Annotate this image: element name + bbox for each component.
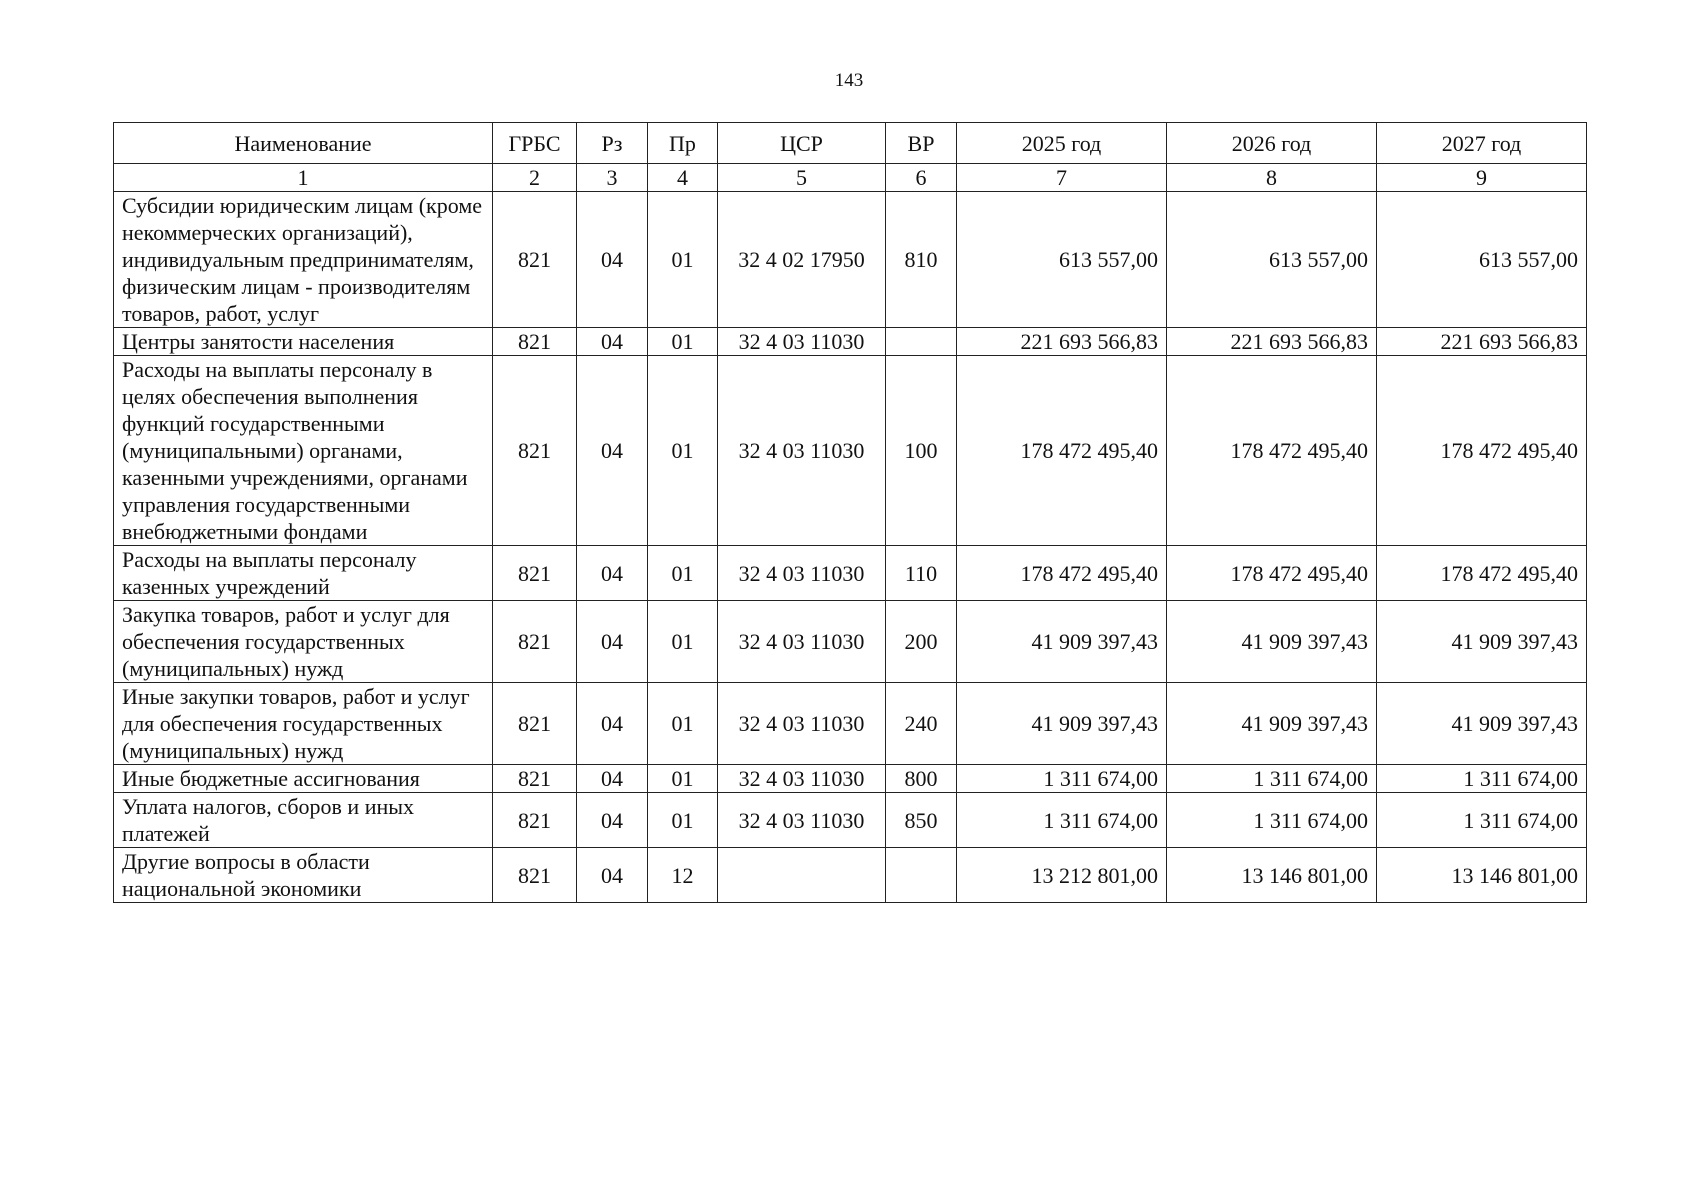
row-amount-2027: 178 472 495,40 [1377,356,1587,546]
row-amount-2025: 1 311 674,00 [957,793,1167,848]
row-amount-2025: 178 472 495,40 [957,546,1167,601]
table-row [114,328,1587,356]
row-rz: 04 [577,192,648,328]
header-row [114,123,1587,164]
row-grbs: 821 [493,601,577,683]
row-amount-2027: 613 557,00 [1377,192,1587,328]
row-amount-2026: 221 693 566,83 [1167,328,1377,356]
row-name: Иные закупки товаров, работ и услуг для обеспечения государственных (муниципальных) нужд [114,683,493,765]
table-row [114,793,1587,848]
table-row [114,546,1587,601]
row-csr [718,848,886,903]
row-vr [886,328,957,356]
row-grbs: 821 [493,793,577,848]
row-pr: 01 [648,683,718,765]
row-amount-2026: 41 909 397,43 [1167,683,1377,765]
row-vr: 850 [886,793,957,848]
header-pr: Пр [648,123,718,164]
row-amount-2027: 178 472 495,40 [1377,546,1587,601]
column-number: 2 [493,164,577,192]
row-pr: 01 [648,546,718,601]
row-grbs: 821 [493,765,577,793]
row-grbs: 821 [493,683,577,765]
row-pr: 01 [648,192,718,328]
column-number: 8 [1167,164,1377,192]
row-amount-2025: 178 472 495,40 [957,356,1167,546]
header-vr: ВР [886,123,957,164]
row-pr: 01 [648,601,718,683]
row-rz: 04 [577,546,648,601]
header-name: Наименование [114,123,493,164]
row-name: Субсидии юридическим лицам (кроме некоммерческих организаций), индивидуальным предпринимателям, физическим лицам - производителям товаров, работ, услуг [114,192,493,328]
row-csr: 32 4 03 11030 [718,683,886,765]
header-grbs: ГРБС [493,123,577,164]
row-amount-2027: 1 311 674,00 [1377,793,1587,848]
row-amount-2026: 613 557,00 [1167,192,1377,328]
row-amount-2026: 1 311 674,00 [1167,793,1377,848]
row-vr: 100 [886,356,957,546]
table-row [114,848,1587,903]
row-csr: 32 4 02 17950 [718,192,886,328]
row-csr: 32 4 03 11030 [718,356,886,546]
row-vr: 240 [886,683,957,765]
row-rz: 04 [577,328,648,356]
row-amount-2026: 13 146 801,00 [1167,848,1377,903]
row-pr: 01 [648,328,718,356]
column-number-row [114,164,1587,192]
row-csr: 32 4 03 11030 [718,765,886,793]
row-name: Иные бюджетные ассигнования [114,765,493,793]
row-amount-2026: 1 311 674,00 [1167,765,1377,793]
row-amount-2027: 41 909 397,43 [1377,601,1587,683]
row-amount-2025: 1 311 674,00 [957,765,1167,793]
row-name: Уплата налогов, сборов и иных платежей [114,793,493,848]
row-pr: 12 [648,848,718,903]
row-csr: 32 4 03 11030 [718,328,886,356]
row-name: Расходы на выплаты персоналу казенных учреждений [114,546,493,601]
row-amount-2026: 41 909 397,43 [1167,601,1377,683]
column-number: 9 [1377,164,1587,192]
row-rz: 04 [577,683,648,765]
row-amount-2025: 221 693 566,83 [957,328,1167,356]
row-amount-2025: 613 557,00 [957,192,1167,328]
row-pr: 01 [648,765,718,793]
row-name: Закупка товаров, работ и услуг для обеспечения государственных (муниципальных) нужд [114,601,493,683]
table-row [114,192,1587,328]
row-grbs: 821 [493,192,577,328]
row-grbs: 821 [493,328,577,356]
row-grbs: 821 [493,356,577,546]
row-vr: 800 [886,765,957,793]
row-amount-2025: 41 909 397,43 [957,683,1167,765]
row-rz: 04 [577,601,648,683]
row-name: Другие вопросы в области национальной экономики [114,848,493,903]
header-year-2025: 2025 год [957,123,1167,164]
row-amount-2027: 221 693 566,83 [1377,328,1587,356]
row-pr: 01 [648,793,718,848]
row-amount-2026: 178 472 495,40 [1167,356,1377,546]
row-pr: 01 [648,356,718,546]
row-amount-2026: 178 472 495,40 [1167,546,1377,601]
row-vr: 110 [886,546,957,601]
table-row [114,601,1587,683]
row-amount-2025: 41 909 397,43 [957,601,1167,683]
column-number: 1 [114,164,493,192]
row-rz: 04 [577,765,648,793]
row-csr: 32 4 03 11030 [718,546,886,601]
column-number: 6 [886,164,957,192]
header-year-2026: 2026 год [1167,123,1377,164]
row-vr: 200 [886,601,957,683]
row-csr: 32 4 03 11030 [718,793,886,848]
row-rz: 04 [577,356,648,546]
row-csr: 32 4 03 11030 [718,601,886,683]
table-row [114,683,1587,765]
row-vr [886,848,957,903]
row-rz: 04 [577,848,648,903]
column-number: 7 [957,164,1167,192]
row-grbs: 821 [493,546,577,601]
table-row [114,356,1587,546]
row-grbs: 821 [493,848,577,903]
page-number: 143 [834,70,864,91]
column-number: 4 [648,164,718,192]
row-name: Расходы на выплаты персоналу в целях обеспечения выполнения функций государственными (муниципальными) органами, казенными учреждениями, органами управления государственными внебюджетными фондами [114,356,493,546]
header-csr: ЦСР [718,123,886,164]
row-vr: 810 [886,192,957,328]
row-amount-2027: 41 909 397,43 [1377,683,1587,765]
column-number: 5 [718,164,886,192]
table-row [114,765,1587,793]
column-number: 3 [577,164,648,192]
row-amount-2027: 13 146 801,00 [1377,848,1587,903]
header-rz: Рз [577,123,648,164]
row-rz: 04 [577,793,648,848]
row-name: Центры занятости населения [114,328,493,356]
row-amount-2027: 1 311 674,00 [1377,765,1587,793]
budget-table [113,122,1587,903]
header-year-2027: 2027 год [1377,123,1587,164]
row-amount-2025: 13 212 801,00 [957,848,1167,903]
